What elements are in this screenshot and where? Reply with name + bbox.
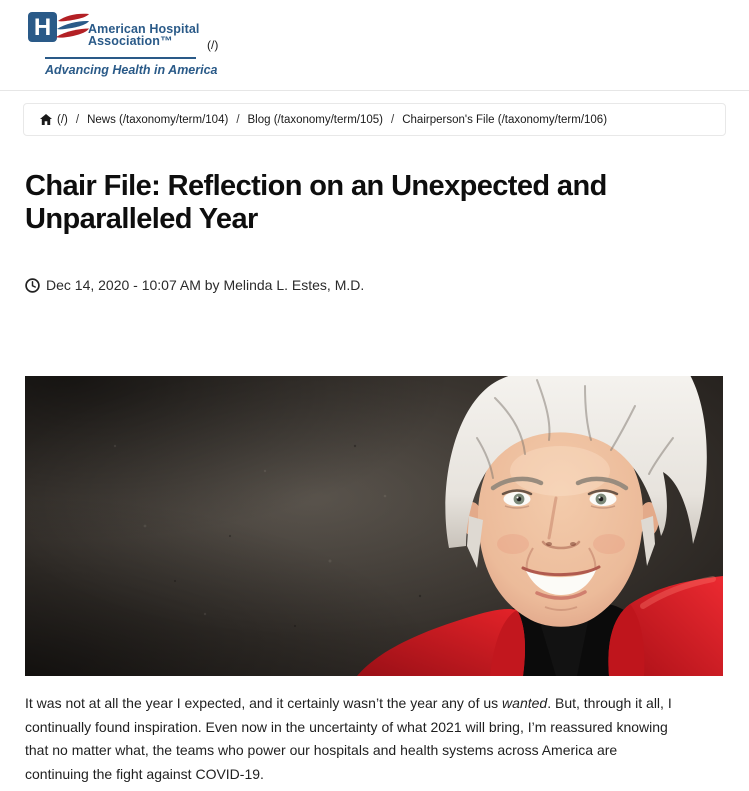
clock-icon bbox=[25, 278, 40, 293]
article-photo bbox=[25, 376, 723, 676]
site-header bbox=[0, 0, 749, 90]
breadcrumb-separator: / bbox=[75, 113, 80, 126]
breadcrumb-item-news[interactable]: News (/taxonomy/term/104) bbox=[87, 113, 229, 126]
aha-logo-text[interactable] bbox=[88, 24, 199, 47]
article-body bbox=[25, 692, 749, 786]
page-title: Chair File: Reflection on an Unexpected and Unparalleled Year bbox=[25, 170, 607, 235]
logo-letter: H bbox=[33, 14, 52, 41]
breadcrumb-home[interactable]: (/) bbox=[57, 113, 68, 126]
header-divider bbox=[0, 90, 749, 91]
body-line: continually found inspiration. Even now in the uncertainty of what 2021 will bring, I’m reassured knowing bbox=[25, 718, 668, 735]
logo-rule bbox=[45, 57, 196, 59]
breadcrumb-item-chairpersons-file[interactable]: Chairperson's File (/taxonomy/term/106) bbox=[402, 113, 608, 126]
body-line: that no matter what, the teams who power our hospitals and health systems across America are bbox=[25, 742, 618, 758]
breadcrumb-item-blog[interactable]: Blog (/taxonomy/term/105) bbox=[247, 113, 384, 126]
logo-tagline: Advancing Health in America bbox=[45, 63, 218, 77]
flag-stripe-bottom bbox=[56, 29, 89, 38]
org-name-line1: American Hospital bbox=[88, 22, 200, 36]
body-line: continuing the fight against COVID-19. bbox=[25, 765, 264, 782]
article-meta bbox=[25, 277, 364, 293]
body-line: It was not at all the year I expected, and it certainly wasn’t the year any of us wanted. But, through it all, I bbox=[25, 695, 672, 711]
breadcrumb-separator: / bbox=[391, 113, 395, 126]
breadcrumb-separator: / bbox=[236, 113, 240, 126]
home-icon[interactable] bbox=[40, 114, 52, 125]
breadcrumb bbox=[23, 103, 726, 136]
flag-stripe-top bbox=[58, 14, 89, 22]
article-date-byline: Dec 14, 2020 - 10:07 AM by Melinda L. Estes, M.D. bbox=[46, 277, 365, 293]
body-italic-word: wanted bbox=[502, 695, 548, 711]
portrait-photo-illustration bbox=[25, 376, 723, 676]
flag-stripe-middle bbox=[57, 21, 89, 29]
aha-logo-mark[interactable] bbox=[28, 11, 90, 45]
logo-home-link[interactable]: (/) bbox=[207, 38, 219, 52]
org-name-line2: Association™ bbox=[88, 33, 173, 48]
